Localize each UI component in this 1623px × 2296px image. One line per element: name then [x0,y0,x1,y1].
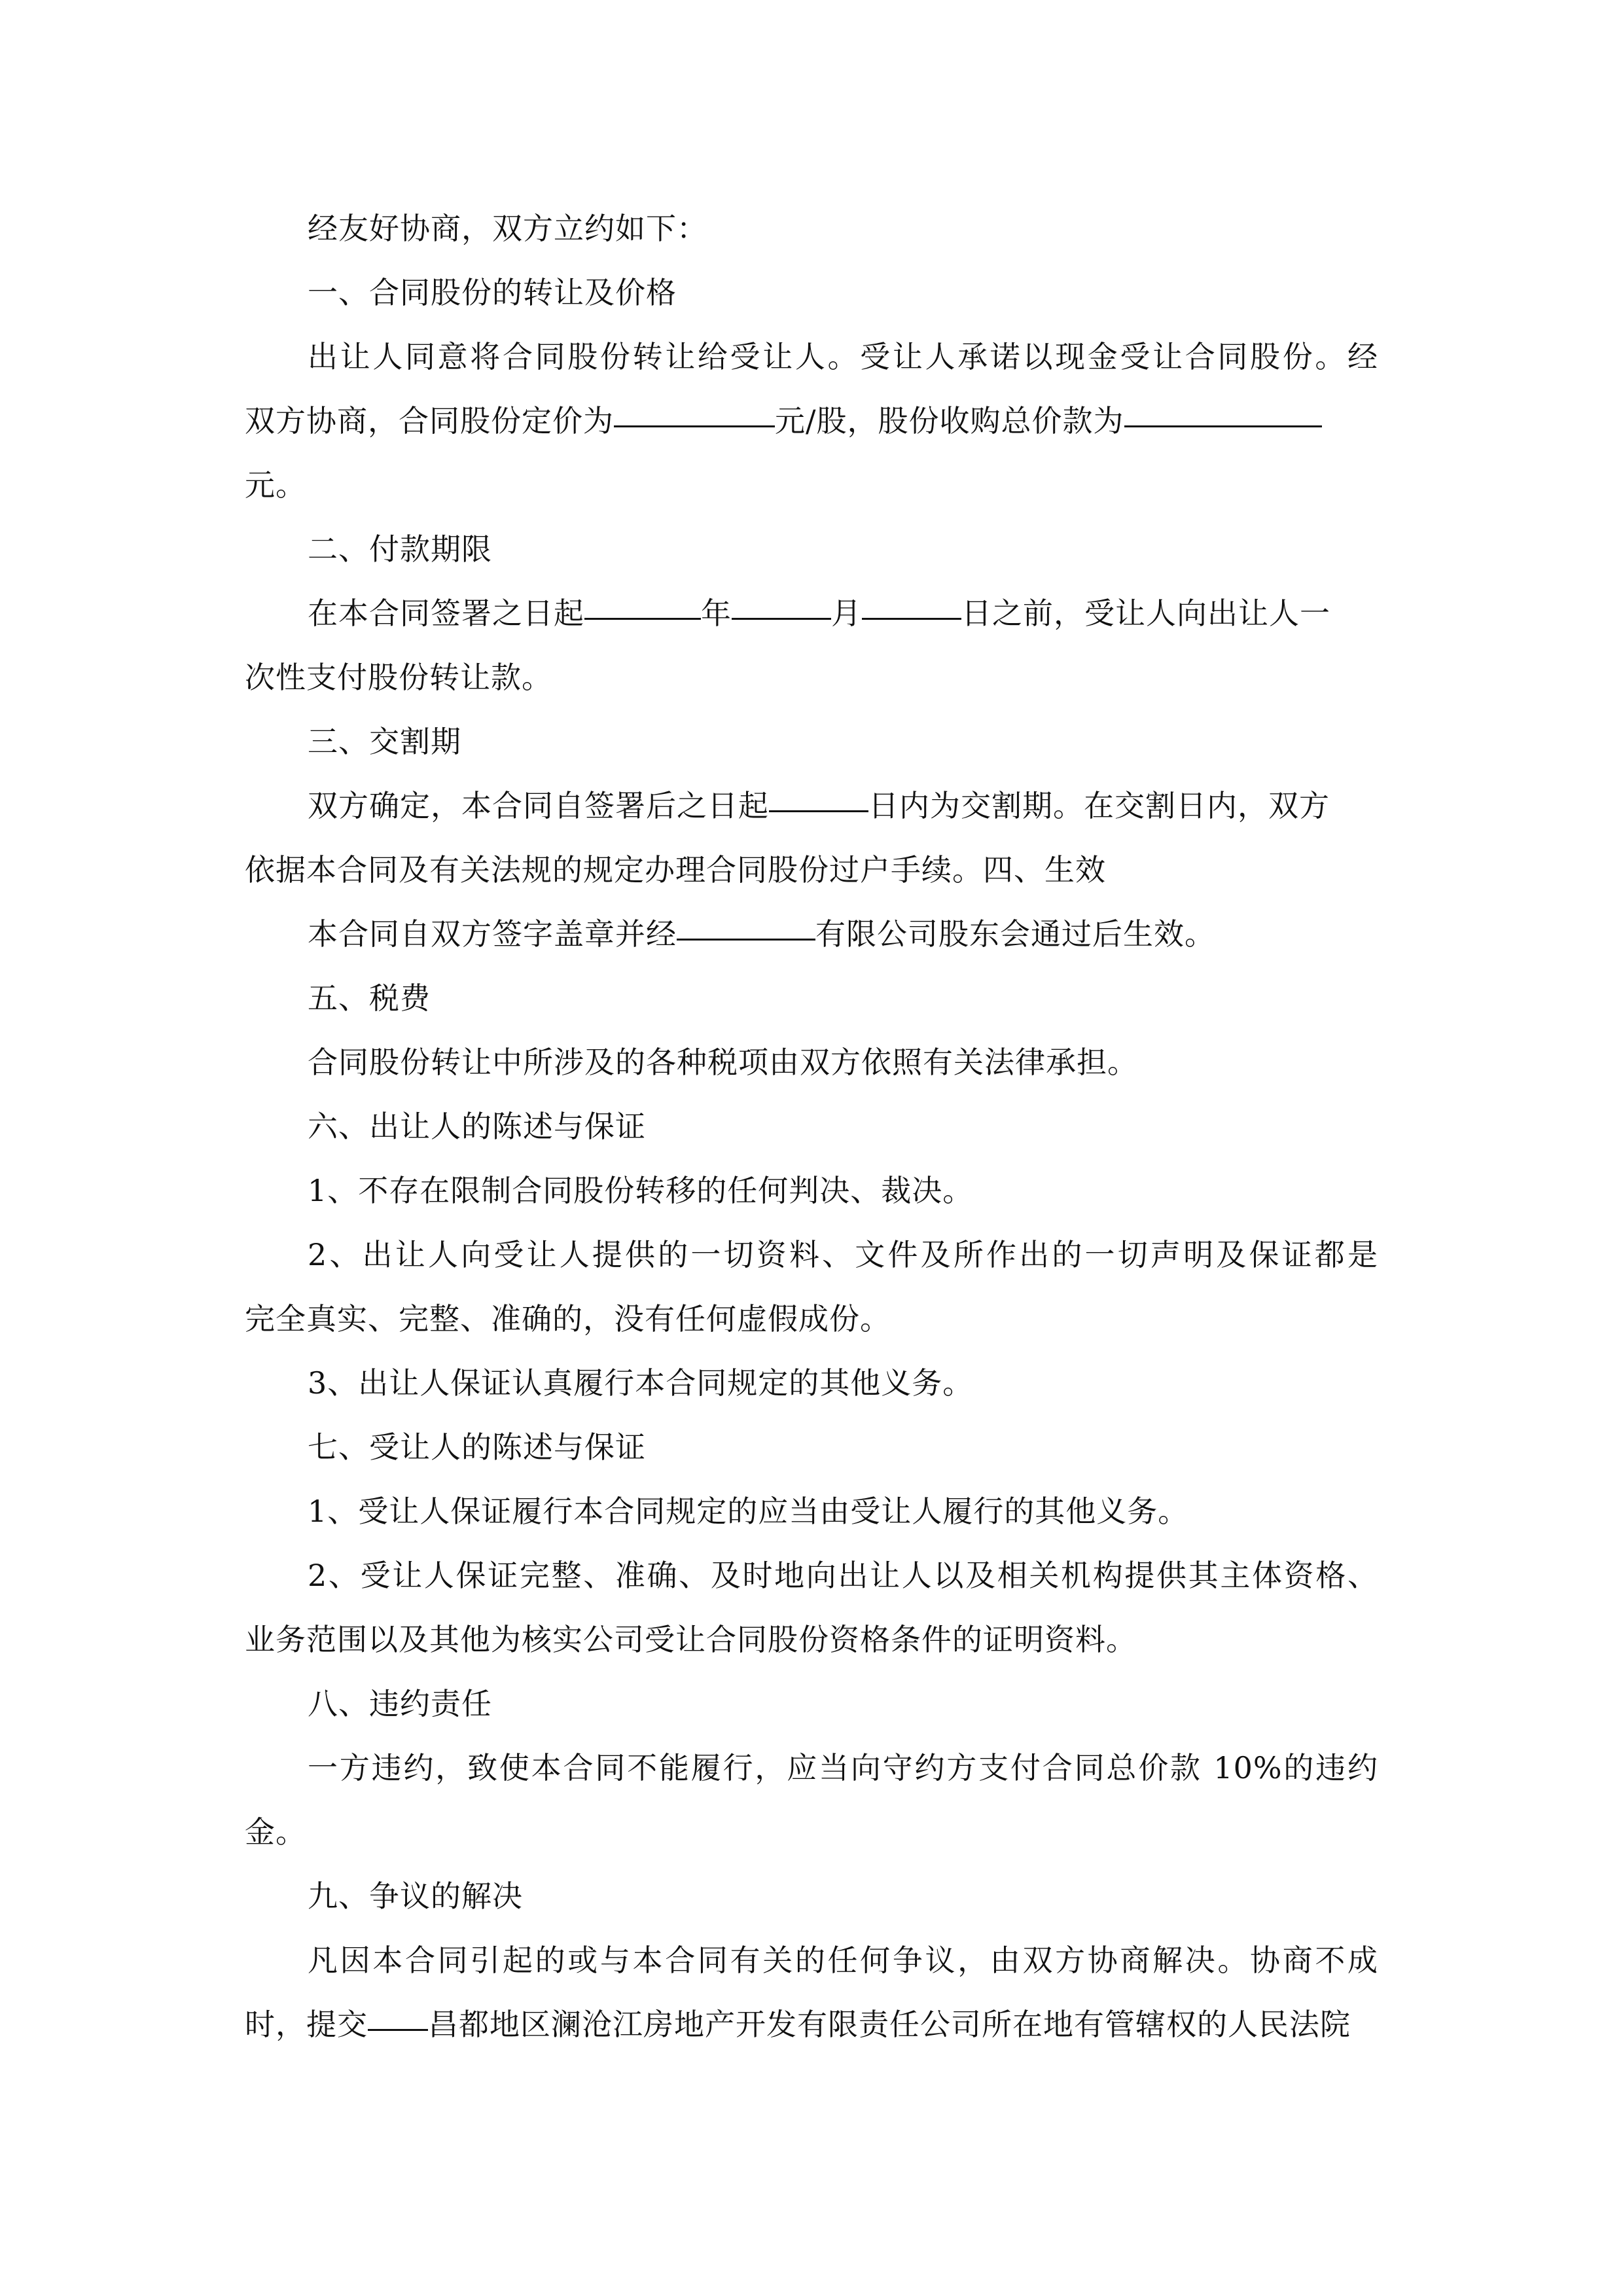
paragraph-line: 时，提交 昌都地区澜沧江房地产开发有限责任公司所在地有管辖权的人民法院 [245,1992,1378,2056]
court-blank [368,2001,428,2031]
paragraph-line: 次性支付股份转让款。 [245,660,552,695]
list-item: 2、出让人向受让人提供的一切资料、文件及所作出的一切声明及保证都是 [308,1237,1378,1272]
section-heading-delivery-period: 三、交割期 [308,724,461,759]
year-blank [584,590,701,620]
price-per-share-blank [614,398,775,427]
section-heading-transferor-warranties: 六、出让人的陈述与保证 [308,1109,646,1144]
company-name-blank [677,911,815,941]
paragraph-line: 完全真实、完整、准确的，没有任何虚假成份。 [245,1301,891,1336]
section-heading-dispute-resolution: 九、争议的解决 [308,1878,523,1914]
list-item: 1、不存在限制合同股份转移的任何判决、裁决。 [308,1173,974,1208]
paragraph-line: 合同股份转让中所涉及的各种税项由双方依照有关法律承担。 [308,1045,1138,1080]
paragraph-line: 元。 [245,467,306,503]
list-item: 2、受让人保证完整、准确、及时地向出让人以及相关机构提供其主体资格、 [308,1558,1378,1593]
paragraph-line: 双方协商，合同股份定价为 元/股，股份收购总价款为 [245,389,1378,453]
month-blank [732,590,831,620]
contract-body [245,196,1378,2056]
delivery-days-blank [769,783,868,812]
paragraph-line: 在本合同签署之日起 年 月 日之前，受让人向出让人一 [245,581,1378,645]
intro-paragraph: 经友好协商，双方立约如下： [308,211,707,246]
day-blank [862,590,961,620]
paragraph-line: 依据本合同及有关法规的规定办理合同股份过户手续。四、生效 [245,852,1106,888]
paragraph-line: 凡因本合同引起的或与本合同有关的任何争议，由双方协商解决。协商不成 [308,1943,1378,1978]
paragraph-line: 本合同自双方签字盖章并经 有限公司股东会通过后生效。 [245,902,1378,966]
paragraph-line: 一方违约，致使本合同不能履行，应当向守约方支付合同总价款 10%的违约 [308,1750,1378,1785]
section-heading-transfer-price: 一、合同股份的转让及价格 [308,275,677,310]
paragraph-line: 金。 [245,1814,306,1850]
section-heading-transferee-warranties: 七、受让人的陈述与保证 [308,1429,646,1465]
paragraph-line: 出让人同意将合同股份转让给受让人。受让人承诺以现金受让合同股份。经 [308,339,1378,374]
paragraph-line: 双方确定，本合同自签署后之日起 日内为交割期。在交割日内，双方 [245,774,1378,838]
total-price-blank [1124,398,1322,427]
list-item: 3、出让人保证认真履行本合同规定的其他义务。 [308,1365,974,1401]
section-heading-taxes: 五、税费 [308,980,431,1016]
section-heading-payment-term: 二、付款期限 [308,531,492,567]
paragraph-line: 业务范围以及其他为核实公司受让合同股份资格条件的证明资料。 [245,1622,1137,1657]
section-heading-breach-liability: 八、违约责任 [308,1686,492,1721]
list-item: 1、受让人保证履行本合同规定的应当由受让人履行的其他义务。 [308,1494,1189,1529]
